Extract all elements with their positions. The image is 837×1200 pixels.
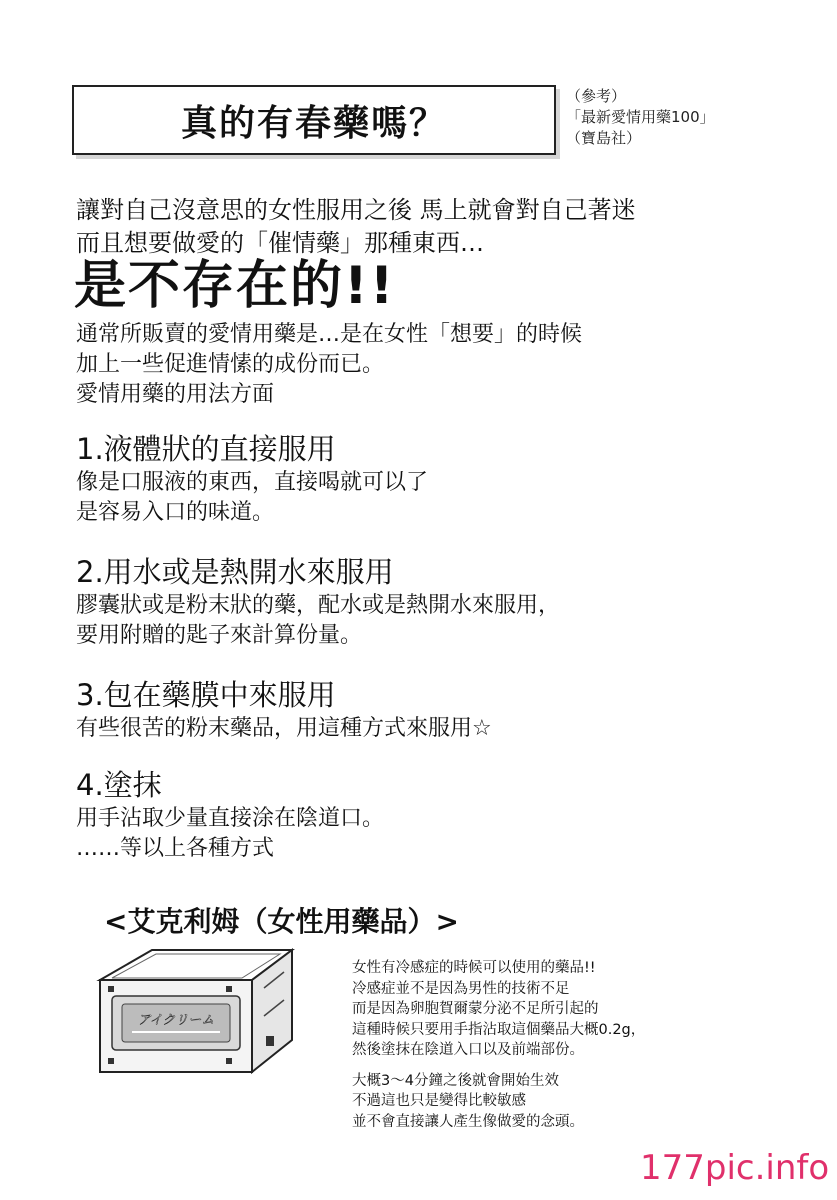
description-line: 大概3～4分鐘之後就會開始生效	[352, 1072, 559, 1089]
method-line: 是容易入口的味道。	[76, 500, 275, 525]
watermark: 177pic.info	[640, 1148, 830, 1188]
body-line: 通常所販賣的愛情用藥是…是在女性「想要」的時候	[76, 322, 583, 347]
method-title: 3.包在藥膜中來服用	[76, 678, 336, 712]
description-line: 女性有冷感症的時候可以使用的藥品!!	[352, 960, 596, 976]
method-title: 1.液體狀的直接服用	[76, 432, 336, 466]
body-line: 愛情用藥的用法方面	[76, 382, 275, 407]
method-3	[76, 676, 776, 744]
body-line: 加上一些促進情愫的成份而已。	[76, 352, 385, 377]
description-line: 不過這也只是變得比較敏感	[352, 1093, 526, 1109]
method-title: 2.用水或是熱開水來服用	[76, 555, 394, 589]
reference-line: （參考）	[566, 87, 627, 105]
product-description	[352, 958, 682, 1132]
reference-note	[566, 86, 715, 149]
reference-line: （寶島社）	[566, 129, 642, 147]
description-line: 並不會直接讓人產生像做愛的念頭。	[352, 1113, 584, 1130]
method-line: 有些很苦的粉末藥品，用這種方式來服用☆	[76, 716, 492, 741]
big-statement: 是不存在的!!	[74, 256, 396, 316]
description-line: 然後塗抹在陰道入口以及前端部份。	[352, 1042, 584, 1058]
intro-line: 讓對自己沒意思的女性服用之後 馬上就會對自己著迷	[76, 196, 636, 224]
description-line: 這種時候只要用手指沾取這個藥品大概0.2g，	[352, 1021, 646, 1038]
method-line: 用手沾取少量直接涂在陰道口。	[76, 806, 385, 831]
product-box-illustration	[92, 940, 302, 1084]
page-title: 真的有春藥嗎？	[180, 101, 447, 144]
method-4	[76, 766, 776, 864]
box-label: アイクリーム	[137, 1013, 215, 1028]
description-line: 而是因為卵胞賀爾蒙分泌不足所引起的	[352, 1001, 599, 1017]
description-line: 冷感症並不是因為男性的技術不足	[352, 980, 570, 997]
method-line: 膠囊狀或是粉末狀的藥，配水或是熱開水來服用，	[76, 593, 561, 618]
method-line: ……等以上各種方式	[76, 836, 275, 861]
paragraph-gap	[352, 1061, 682, 1071]
product-heading: <艾克利姆（女性用藥品）>	[104, 905, 459, 938]
method-2	[76, 553, 776, 651]
reference-line: 「最新愛情用藥100」	[566, 108, 715, 126]
title-box	[72, 85, 556, 155]
method-line: 要用附贈的匙子來計算份量。	[76, 623, 363, 648]
intro-line: 而且想要做愛的「催情藥」那種東西…	[76, 229, 484, 257]
method-line: 像是口服液的東西，直接喝就可以了	[76, 470, 429, 495]
method-1	[76, 430, 776, 528]
intro-paragraph	[76, 194, 756, 260]
body-paragraph	[76, 320, 776, 410]
method-title: 4.塗抹	[76, 768, 162, 802]
